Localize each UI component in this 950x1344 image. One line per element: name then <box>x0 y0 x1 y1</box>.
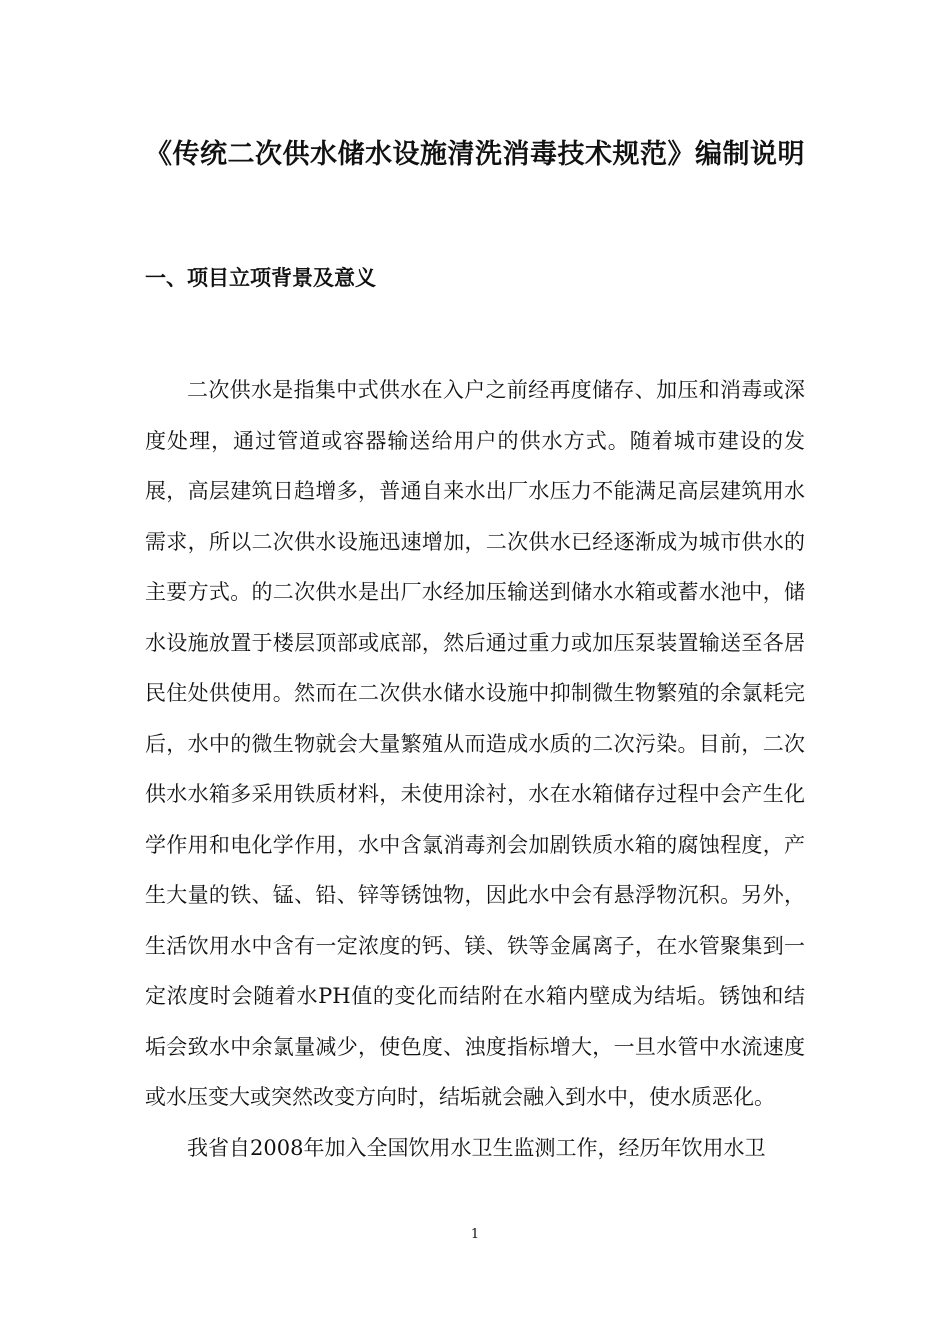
paragraph: 二次供水是指集中式供水在入户之前经再度储存、加压和消毒或深度处理，通过管道或容器输送给用户的供水方式。随着城市建设的发展，高层建筑日趋增多，普通自来水出厂水压力不能满足高层建筑用水需求，所以二次供水设施迅速增加，二次供水已经逐渐成为城市供水的主要方式。的二次供水是出厂水经加压输送到储水水箱或蓄水池中，储水设施放置于楼层顶部或底部，然后通过重力或加压泵装置输送至各居民住处供使用。然而在二次供水储水设施中抑制微生物繁殖的余氯耗完后，水中的微生物就会大量繁殖从而造成水质的二次污染。目前，二次供水水箱多采用铁质材料，未使用涂衬，水在水箱储存过程中会产生化学作用和电化学作用，水中含氯消毒剂会加剧铁质水箱的腐蚀程度，产生大量的铁、锰、铅、锌等锈蚀物，因此水中会有悬浮物沉积。另外，生活饮用水中含有一定浓度的钙、镁、铁等金属离子，在水管聚集到一定浓度时会随着水PH值的变化而结附在水箱内壁成为结垢。锈蚀和结垢会致水中余氯量减少，使色度、浊度指标增大，一旦水管中水流速度或水压变大或突然改变方向时，结垢就会融入到水中，使水质恶化。 <box>145 378 805 1109</box>
document-title: 《传统二次供水储水设施清洗消毒技术规范》编制说明 <box>145 139 805 170</box>
page-number: 1 <box>470 1227 480 1242</box>
body-text <box>145 365 805 1173</box>
paragraph: 我省自2008年加入全国饮用水卫生监测工作，经历年饮用水卫 <box>187 1135 766 1160</box>
section-heading: 一、项目立项背景及意义 <box>145 266 376 290</box>
